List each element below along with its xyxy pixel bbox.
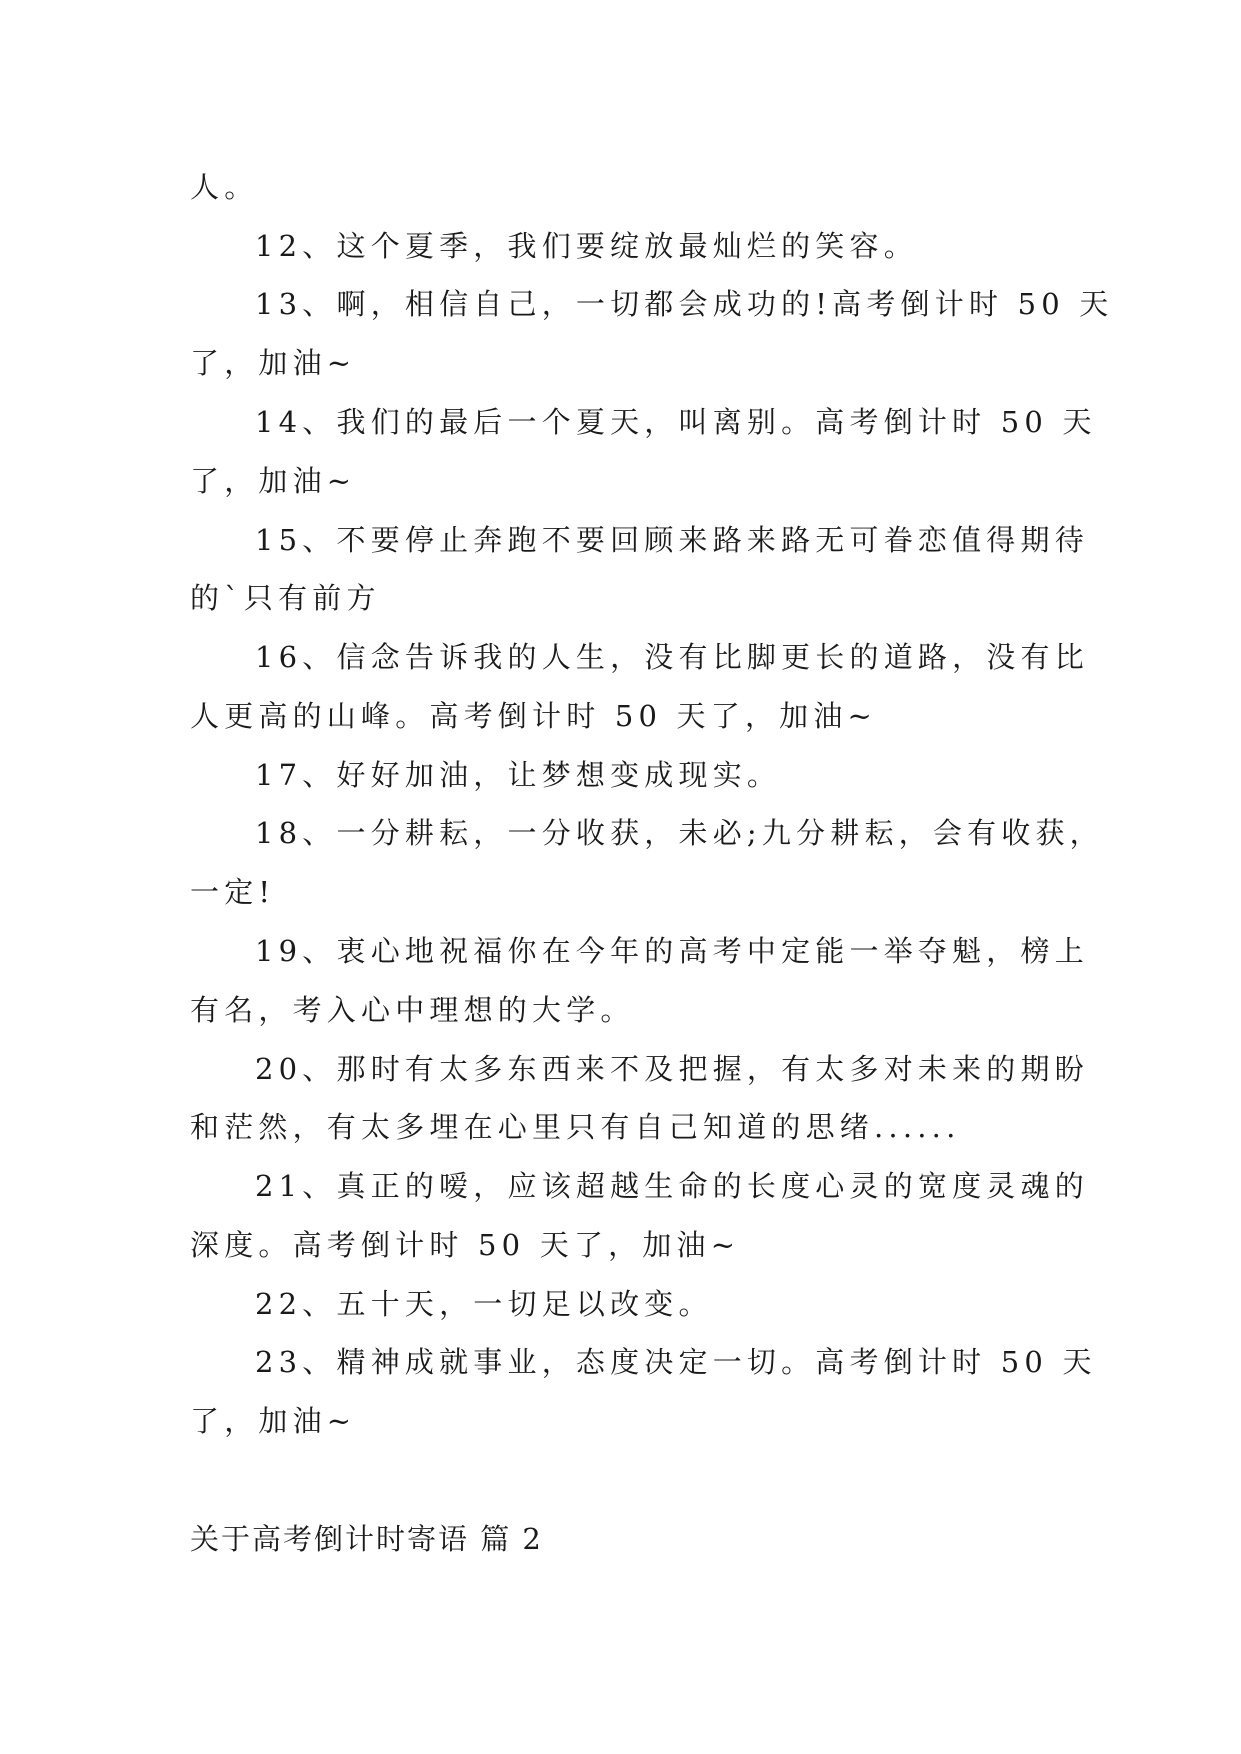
list-item-13: 13、啊，相信自己，一切都会成功的!高考倒计时 50 天: [255, 287, 1114, 321]
list-item-14: 14、我们的最后一个夏天，叫离别。高考倒计时 50 天: [255, 405, 1097, 439]
list-item-18: 18、一分耕耘，一分收获，未必;九分耕耘，会有收获，: [255, 816, 1104, 850]
list-item-17: 17、好好加油，让梦想变成现实。: [255, 758, 782, 792]
list-item-20: 20、那时有太多东西来不及把握，有太多对未来的期盼: [255, 1052, 1089, 1086]
text-line: 一定!: [190, 875, 276, 909]
text-line: 的`只有前方: [190, 581, 381, 615]
section-heading: 关于高考倒计时寄语 篇 2: [190, 1522, 543, 1556]
list-item-15: 15、不要停止奔跑不要回顾来路来路无可眷恋值得期待: [255, 523, 1089, 557]
list-item-22: 22、五十天，一切足以改变。: [255, 1287, 713, 1321]
list-item-19: 19、衷心地祝福你在今年的高考中定能一举夺魁，榜上: [255, 934, 1089, 968]
text-line: 人。: [190, 170, 259, 204]
list-item-16: 16、信念告诉我的人生，没有比脚更长的道路，没有比: [255, 640, 1089, 674]
list-item-12: 12、这个夏季，我们要绽放最灿烂的笑容。: [255, 229, 918, 263]
list-item-21: 21、真正的嗳，应该超越生命的长度心灵的宽度灵魂的: [255, 1169, 1089, 1203]
text-line: 了，加油~: [190, 464, 357, 498]
text-line: 有名，考入心中理想的大学。: [190, 993, 635, 1027]
text-line: 和茫然，有太多埋在心里只有自己知道的思绪......: [190, 1110, 961, 1144]
text-line: 人更高的山峰。高考倒计时 50 天了，加油~: [190, 699, 878, 733]
text-line: 了，加油~: [190, 346, 357, 380]
list-item-23: 23、精神成就事业，态度决定一切。高考倒计时 50 天: [255, 1345, 1097, 1379]
text-line: 了，加油~: [190, 1404, 357, 1438]
text-line: 深度。高考倒计时 50 天了，加油~: [190, 1228, 741, 1262]
